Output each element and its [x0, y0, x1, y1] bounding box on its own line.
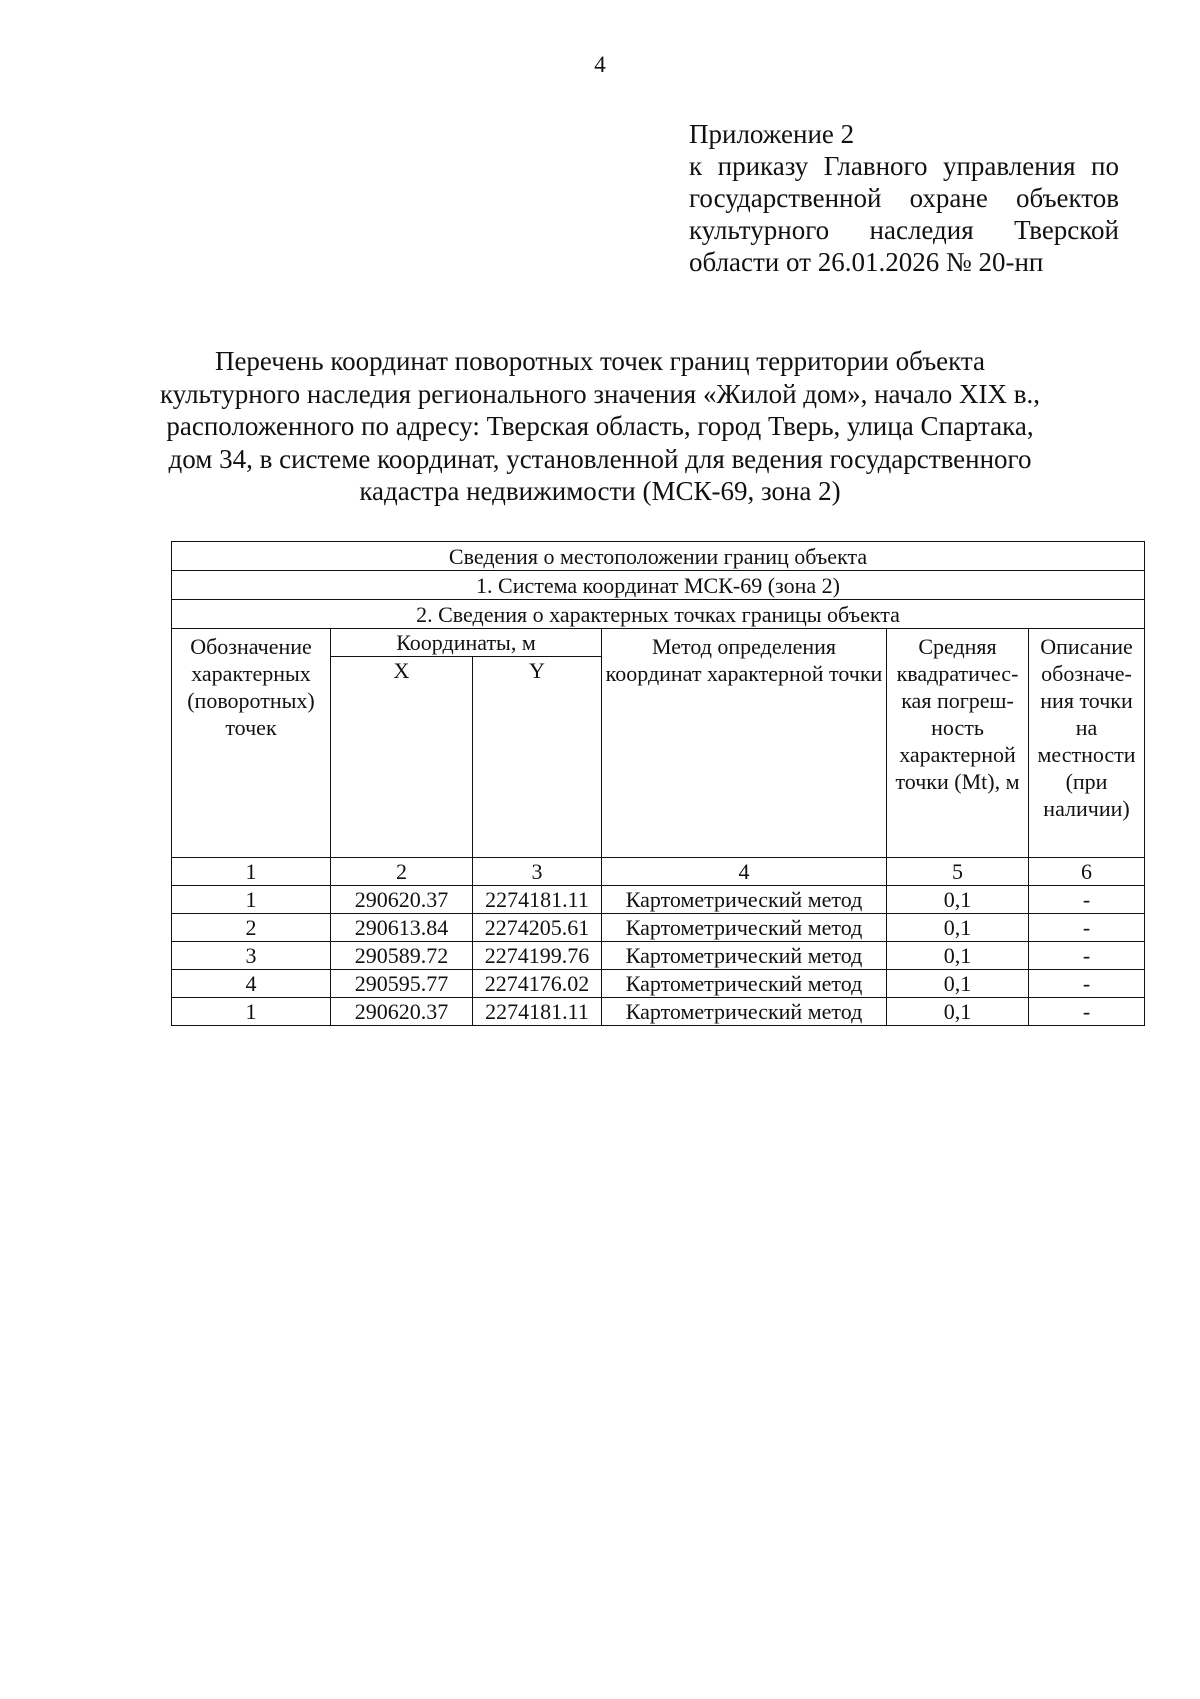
column-header-description: Описание обозначе-ния точки на местности (при наличии) — [1029, 629, 1145, 858]
column-number: 2 — [331, 858, 473, 886]
cell-error: 0,1 — [887, 942, 1029, 970]
cell-x: 290595.77 — [331, 970, 473, 998]
heading-line: расположенного по адресу: Тверская область, город Тверь, улица Спартака, — [166, 411, 1034, 441]
heading-line: дом 34, в системе координат, установленной для ведения государственного — [168, 443, 1032, 474]
cell-method: Картометрический метод — [602, 886, 887, 914]
cell-y: 2274181.11 — [473, 886, 602, 914]
column-header-x: X — [331, 657, 473, 858]
table-row — [172, 886, 1145, 914]
table-row — [172, 942, 1145, 970]
cell-description: - — [1029, 942, 1145, 970]
document-heading — [150, 345, 1050, 508]
page-number: 4 — [594, 52, 606, 77]
cell-point: 2 — [172, 914, 331, 942]
column-header-y: Y — [473, 657, 602, 858]
cell-x: 290620.37 — [331, 886, 473, 914]
cell-point: 3 — [172, 942, 331, 970]
heading-line: Перечень координат поворотных точек границ территории объекта — [214, 346, 986, 376]
table-row — [172, 914, 1145, 942]
cell-error: 0,1 — [887, 886, 1029, 914]
cell-description: - — [1029, 914, 1145, 942]
column-number: 6 — [1029, 858, 1145, 886]
table-row — [172, 970, 1145, 998]
cell-y: 2274181.11 — [473, 998, 602, 1026]
heading-line: кадастра недвижимости (МСК-69, зона 2) — [359, 476, 841, 506]
appendix-block — [689, 118, 1119, 278]
appendix-title: Приложение 2 — [689, 119, 855, 149]
cell-y: 2274176.02 — [473, 970, 602, 998]
column-header-coordinates: Координаты, м — [331, 629, 602, 657]
cell-point: 1 — [172, 998, 331, 1026]
cell-x: 290613.84 — [331, 914, 473, 942]
cell-error: 0,1 — [887, 914, 1029, 942]
column-header-error: Средняя квадратичес-кая погреш-ность характерной точки (Mt), м — [887, 629, 1029, 858]
cell-description: - — [1029, 886, 1145, 914]
cell-x: 290620.37 — [331, 998, 473, 1026]
table-row — [172, 998, 1145, 1026]
cell-x: 290589.72 — [331, 942, 473, 970]
cell-y: 2274199.76 — [473, 942, 602, 970]
column-numbers-row — [172, 858, 1145, 886]
column-header-designation: Обозначение характерных (поворотных) точек — [172, 629, 331, 858]
cell-y: 2274205.61 — [473, 914, 602, 942]
cell-point: 4 — [172, 970, 331, 998]
cell-error: 0,1 — [887, 998, 1029, 1026]
appendix-body: к приказу Главного управления по государственной охране объектов культурного наследия Тверской области от 26.01.2026 № 20-нп — [689, 151, 1119, 277]
column-header-method: Метод определения координат характерной точки — [602, 629, 887, 858]
table-header-coordinate-system: 1. Система координат МСК-69 (зона 2) — [172, 571, 1145, 600]
table-header-location: Сведения о местоположении границ объекта — [172, 542, 1145, 571]
column-number: 3 — [473, 858, 602, 886]
cell-method: Картометрический метод — [602, 970, 887, 998]
cell-method: Картометрический метод — [602, 998, 887, 1026]
cell-error: 0,1 — [887, 970, 1029, 998]
cell-method: Картометрический метод — [602, 942, 887, 970]
coordinates-table — [171, 541, 1145, 1026]
column-number: 1 — [172, 858, 331, 886]
cell-point: 1 — [172, 886, 331, 914]
heading-line: культурного наследия регионального значения «Жилой дом», начало XIX в., — [160, 378, 1040, 409]
cell-description: - — [1029, 970, 1145, 998]
column-number: 5 — [887, 858, 1029, 886]
cell-description: - — [1029, 998, 1145, 1026]
column-number: 4 — [602, 858, 887, 886]
cell-method: Картометрический метод — [602, 914, 887, 942]
table-header-characteristic-points: 2. Сведения о характерных точках границы объекта — [172, 600, 1145, 629]
